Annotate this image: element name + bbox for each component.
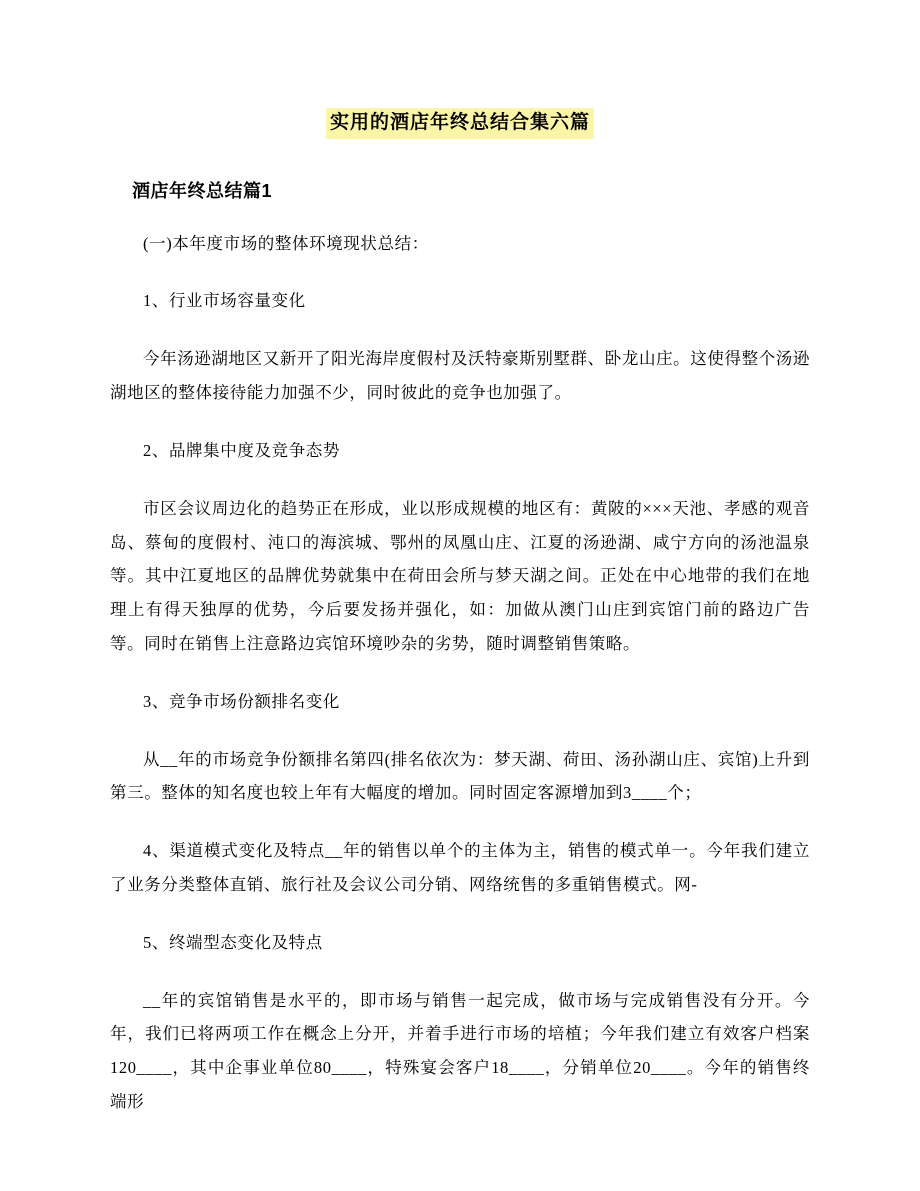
paragraph: 1、行业市场容量变化 — [143, 291, 306, 311]
paragraph: __年的宾馆销售是水平的，即市场与销售一起完成，做市场与完成销售没有分开。今年，我们已将两项工作在概念上分开，并着手进行市场的培植；今年我们建立有效客户档案120____，其中企事业单位80____，特殊宴会客户18____，分销单位20____。今年的销售终端形 — [110, 990, 810, 1112]
paragraph: 今年汤逊湖地区又新开了阳光海岸度假村及沃特豪斯别墅群、卧龙山庄。这使得整个汤逊湖地区的整体接待能力加强不少，同时彼此的竞争也加强了。 — [110, 349, 810, 403]
paragraph: 5、终端型态变化及特点 — [143, 932, 323, 952]
paragraph: (一)本年度市场的整体环境现状总结： — [143, 233, 429, 253]
paragraph: 从__年的市场竞争份额排名第四(排名依次为：梦天湖、荷田、汤孙湖山庄、宾馆)上升到第三。整体的知名度也较上年有大幅度的增加。同时固定客源增加到3____个； — [110, 749, 810, 803]
section-heading-1: 酒店年终总结篇1 — [132, 180, 273, 201]
page-title: 实用的酒店年终总结合集六篇 — [326, 108, 594, 139]
paragraph: 市区会议周边化的趋势正在形成，业以形成规模的地区有：黄陂的×××天池、孝感的观音岛、蔡甸的度假村、沌口的海滨城、鄂州的凤凰山庄、江夏的汤逊湖、咸宁方向的汤池温泉等。其中江夏地区的品牌优势就集中在荷田会所与梦天湖之间。正处在中心地带的我们在地理上有得天独厚的优势，今后要发扬并强化，如：加做从澳门山庄到宾馆门前的路边广告等。同时在销售上注意路边宾馆环境吵杂的劣势，随时调整销售策略。 — [110, 498, 810, 653]
paragraph: 3、竞争市场份额排名变化 — [143, 691, 340, 711]
paragraph: 4、渠道模式变化及特点__年的销售以单个的主体为主，销售的模式单一。今年我们建立了业务分类整体直销、旅行社及会议公司分销、网络统售的多重销售模式。网- — [110, 841, 810, 895]
paragraph: 2、品牌集中度及竞争态势 — [143, 440, 340, 460]
document-body — [110, 177, 810, 1119]
document-title-container — [0, 108, 920, 139]
